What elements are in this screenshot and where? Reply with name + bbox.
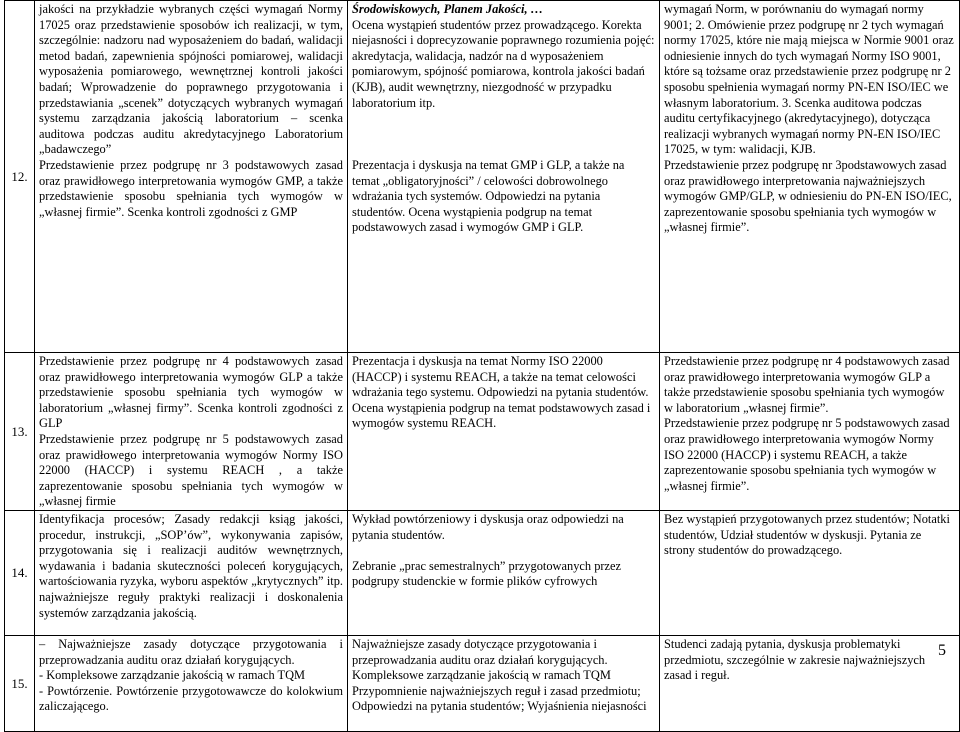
row-number: 12. bbox=[5, 1, 35, 353]
table-row-15 bbox=[5, 635, 960, 731]
topic-cell: jakości na przykładzie wybranych części wymagań Normy 17025 oraz przedstawienie sposobów ich realizacji, w tym, szczególnie: nadzoru nad wyposażeniem do badań, walidacji metod badań, zapewnienia spójności pomiarowej, walidacji wyposażenia pomiarowego, wewnętrznej kontroli jakości badań; Wprowadzenie do poprawnego przygotowania i przedstawiania „scenek” dotyczących wybranych wymagań systemu zarządzania jakością laboratorium – scenka auditowa podczas auditu akredytacyjnego Laboratorium „badawczego” Przedstawienie przez podgrupę nr 3 podstawowych zasad oraz prawidłowego interpretowania wymogów GMP, a także przedstawienie sposobu spełniania tych wymogów w „własnej firmie”. Scenka kontroli zgodności z GMP bbox=[35, 1, 348, 353]
method-cell bbox=[348, 1, 660, 353]
effect-cell: Przedstawienie przez podgrupę nr 4 podstawowych zasad oraz prawidłowego interpretowania wymogów GLP a także przedstawienie sposobu spełniania tych wymogów w laboratorium „własnej firmie”. Przedstawienie przez podgrupę nr 5 podstawowych zasad oraz prawidłowego interpretowania wymogów Normy ISO 22000 (HACCP) i systemu REACH, a także zaprezentowanie sposobu spełniania tych wymogów w „własnej firmie”. bbox=[660, 353, 960, 511]
method-cell: Najważniejsze zasady dotyczące przygotowania i przeprowadzania auditu oraz działań korygujących. Kompleksowe zarządzanie jakością w ramach TQM Przypomnienie najważniejszych reguł i zasad przedmiotu; Odpowiedzi na pytania studentów; Wyjaśnienia niejasności bbox=[348, 635, 660, 731]
topic-cell: Identyfikacja procesów; Zasady redakcji ksiąg jakości, procedur, instrukcji, „SOP’ów”, wykonywania zapisów, przygotowania się i realizacji auditów wewnętrznych, wydawania i badania skuteczności poleceń korygujących, wartościowania ryzyka, wyboru aspektów „krytycznych” itp. najważniejsze reguły praktyki realizacji i doskonalenia systemów zarządzania jakością. bbox=[35, 510, 348, 635]
syllabus-table bbox=[4, 0, 960, 732]
effect-cell: Bez wystąpień przygotowanych przez studentów; Notatki studentów, Udział studentów w dyskusji. Pytania ze strony studentów do prowadzącego. bbox=[660, 510, 960, 635]
page-number: 5 bbox=[938, 642, 946, 659]
row-number: 13. bbox=[5, 353, 35, 511]
effect-cell: Studenci zadają pytania, dyskusja problematyki przedmiotu, szczególnie w zakresie najważniejszych zasad i reguł. bbox=[660, 635, 960, 731]
method-heading: Środowiskowych, Planem Jakości, … bbox=[352, 2, 544, 16]
method-text: Ocena wystąpień studentów przez prowadzącego. Korekta niejasności i doprecyzowanie poprawnego rozumienia pojęć: akredytacja, walidacja, nadzór na d wyposażeniem pomiarowym, spójność pomiarowa, kontrola jakości badań (KJB), audit wewnętrzny, niezgodność w przypadku laboratorium itp. Prezentacja i dyskusja na temat GMP i GLP, a także na temat „obligatoryjności” / celowości dobrowolnego wdrażania tych systemów. Odpowiedzi na pytania studentów. Ocena wystąpienia podgrup na temat podstawowych zasad i wymogów GMP i GLP. bbox=[352, 17, 655, 235]
method-cell: Wykład powtórzeniowy i dyskusja oraz odpowiedzi na pytania studentów. Zebranie „prac semestralnych” przygotowanych przez podgrupy studenckie w formie plików cyfrowych bbox=[348, 510, 660, 635]
table-row-14 bbox=[5, 510, 960, 635]
table-row-12 bbox=[5, 1, 960, 353]
effect-cell: wymagań Norm, w porównaniu do wymagań normy 9001; 2. Omówienie przez podgrupę nr 2 tych wymagań normy 17025, które nie mają miejsca w Normie 9001 oraz odniesienie innych do tych wymagań Normy ISO 9001, które są tożsame oraz przedstawienie przez podgrupę nr 2 sposobu spełnienia wymagań normy PN-EN ISO/IEC we własnym laboratorium. 3. Scenka auditowa podczas auditu certyfikacyjnego (akredytacyjnego), dotycząca realizacji wybranych wymagań normy PN-EN ISO/IEC 17025, w tym: walidacji, KJB. Przedstawienie przez podgrupę nr 3podstawowych zasad oraz prawidłowego interpretowania najważniejszych wymogów GMP/GLP, w odniesieniu do PN-EN ISO/IEC, zaprezentowanie sposobu spełniania tych wymogów w „własnej firmie”. bbox=[660, 1, 960, 353]
topic-cell: Przedstawienie przez podgrupę nr 4 podstawowych zasad oraz prawidłowego interpretowania wymogów GLP a także przedstawienie sposobu spełniania tych wymogów w laboratorium „własnej firmy”. Scenka kontroli zgodności z GLP Przedstawienie przez podgrupę nr 5 podstawowych zasad oraz prawidłowego interpretowania wymogów Normy ISO 22000 (HACCP) i systemu REACH , a także zaprezentowanie sposobu spełniania tych wymogów w „własnej firmie bbox=[35, 353, 348, 511]
table-row-13 bbox=[5, 353, 960, 511]
topic-cell: – Najważniejsze zasady dotyczące przygotowania i przeprowadzania auditu oraz działań korygujących. - Kompleksowe zarządzanie jakością w ramach TQM - Powtórzenie. Powtórzenie przygotowawcze do kolokwium zaliczającego. bbox=[35, 635, 348, 731]
row-number: 15. bbox=[5, 635, 35, 731]
method-cell: Prezentacja i dyskusja na temat Normy ISO 22000 (HACCP) i systemu REACH, a także na temat celowości wdrażania tego systemu. Odpowiedzi na pytania studentów. Ocena wystąpienia podgrup na temat podstawowych zasad i wymogów systemu REACH. bbox=[348, 353, 660, 511]
row-number: 14. bbox=[5, 510, 35, 635]
